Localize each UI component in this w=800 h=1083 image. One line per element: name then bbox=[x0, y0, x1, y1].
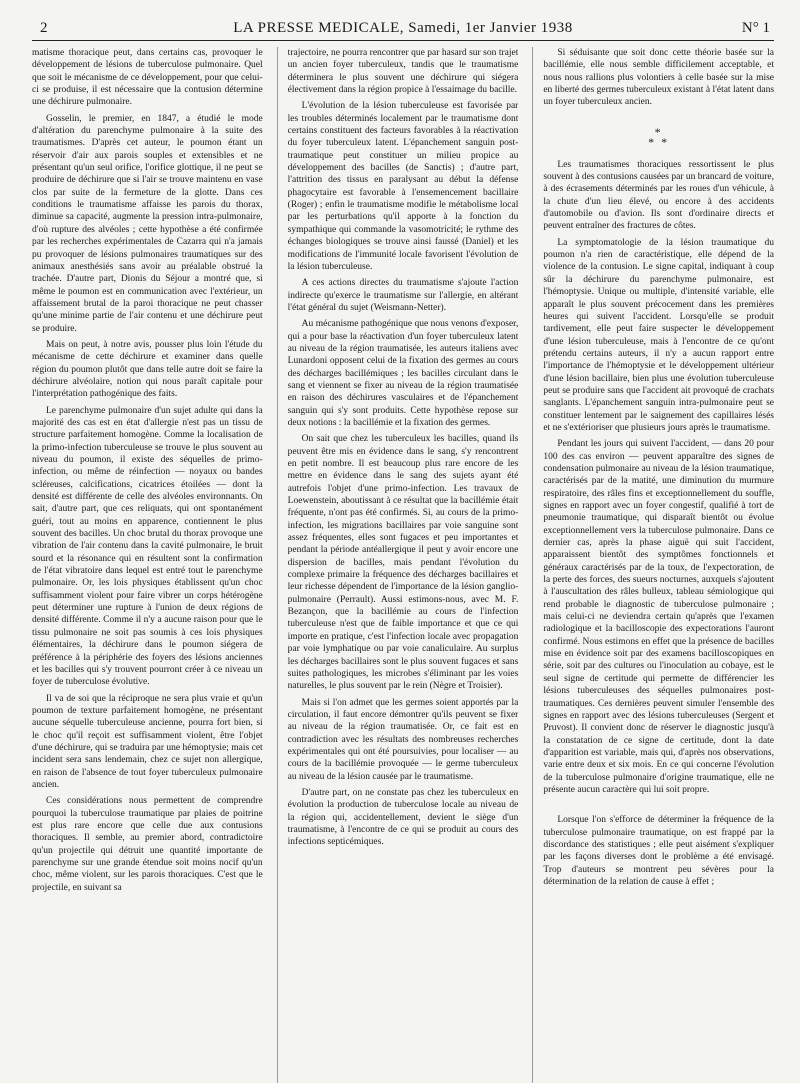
page-number: 2 bbox=[40, 20, 48, 36]
article-columns bbox=[32, 47, 774, 1083]
column-1 bbox=[32, 47, 263, 1083]
section-separator-stars bbox=[543, 124, 774, 149]
journal-title: LA PRESSE MEDICALE, Samedi, 1er Janvier 1938 bbox=[233, 20, 573, 36]
running-header bbox=[32, 20, 774, 41]
paragraph: Lorsque l'on s'efforce de déterminer la fréquence de la tuberculose pulmonaire traumatique, on est frappé par la discordance des statistiques ; elle peut aisément s'expliquer par les façons diverses dont le problème a été envisagé. Trop d'auteurs se montrent peu sévères pour la détermination de la relation de cause à effet ; bbox=[543, 815, 775, 887]
paragraph: Les traumatismes thoraciques ressortissent le plus souvent à des contusions causées par un brancard de voiture, à des écrasements déterminés par les roues d'un véhicule, à la chute d'un lieu élevé, ou encore à des accidents d'automobile ou d'avion. Ils sont d'ordinaire directs et peuvent entraîner des fractures de côtes. bbox=[543, 159, 775, 232]
paragraph: Mais si l'on admet que les germes soient apportés par la circulation, il faut encore démontrer qu'ils peuvent se fixer au niveau de la région traumatisée. Or, ce fait est en contradiction avec les résultats des nombreuses recherches expérimentales qui ont été poursuivies, pour localiser — au cours de la bacillémie provoquée — le germe tuberculeux au niveau de la lésion causée par le traumatisme. bbox=[287, 697, 519, 782]
column-2 bbox=[277, 47, 519, 1083]
paragraph: D'autre part, on ne constate pas chez les tuberculeux en évolution la production de tuberculose locale au niveau de la région qui, accidentellement, devient le siège d'un traumatisme, à l'encontre de ce qui se produit au cours des infections septicémiques. bbox=[287, 787, 519, 848]
paragraph: Gosselin, le premier, en 1847, a étudié le mode d'altération du parenchyme pulmonaire à la suite des traumatismes. D'après cet auteur, le poumon étant un réservoir d'air aux parois souples et extensibles et ne présentant qu'un seul orifice, l'orifice glottique, il ne peut se produire de déchirure que si l'air se trouve maintenu en vase clos par suite de la fermeture de la glotte. Dans ces conditions le traumatisme affaisse les parois du thorax, diminue sa capacité, augmente la pression intra-pulmonaire, d'où rupture des alvéoles ; cette hypothèse a été confirmée par les recherches expérimentales de Cazarra qui n'a jamais pu provoquer de lésions pulmonaires traumatiques sur des animaux anesthésiés sans avoir au préalable obstrué la trachée. D'autre part, Dionis du Séjour a montré que, si même le poumon est en communication avec l'extérieur, un affaissement brutal de la paroi thoracique ne peut chasser qu'une minime partie de l'air contenu et une déchirure peut se produire. bbox=[32, 113, 263, 334]
paragraph: Pendant les jours qui suivent l'accident, — dans 20 pour 100 des cas environ — peuvent apparaître des signes de condensation pulmonaire au niveau de la lésion traumatique, caractérisés par de la matité, une diminution du murmure respiratoire, des râles fins et exceptionnellement du souffle, signes en rapport avec un foyer congestif, qualifié à tort de pneumonie traumatique, qui disparaît bientôt ou évolue exceptionnellement vers la tuberculose pulmonaire. Dans ce dernier cas, après la phase aiguë qui suit l'accident, apparaissent bientôt des symptômes fonctionnels et généraux caractérisés par de la toux, de l'expectoration, de la perte des forces, des sueurs nocturnes, auxquels s'ajoutent à l'auscultation des râles bulleux, tableau sémiologique qui rend probable le diagnostic de tuberculose pulmonaire ; mais celui-ci ne deviendra certain qu'après que l'examen radiologique et la bacilloscopie des expectorations l'auront confirmé. Nous estimons en effet que la présence de bacilles mise en évidence soit par des examens bacilloscopiques en série, soit par des cultures ou l'inoculation au cobaye, est le seul signe de certitude qui permette de différencier les lésions tuberculeuses des séquelles pulmonaires post-traumatiques. Ces dernières peuvent simuler l'ensemble des signes en rapport avec des lésions tuberculeuses (Sergent et Pruvost). Il convient donc de réserver le diagnostic jusqu'à la constatation de ce signe de certitude, dont la date d'apparition est variable, mais qui, d'après nos observations, varie entre deux et six mois. En ce qui concerne l'évolution de la tuberculose pulmonaire d'origine traumatique, elle ne présente aucun caractère qui lui soit propre. bbox=[543, 439, 775, 795]
star-top: * bbox=[654, 124, 663, 139]
paragraph: Le parenchyme pulmonaire d'un sujet adulte qui dans la majorité des cas est en état d'allergie n'est pas un tissu de structure parfaitement homogène. Comme la localisation de la primo-infection tuberculeuse se trouve le plus souvent au niveau du poumon, il existe des séquelles de primo-infection, ou même de réinfection — noyaux ou bandes scléreuses, calcifications, cicatrices étoilées — dont la densité est différente de celle des alvéoles environnants. On sait, d'autre part, que ces reliquats, qui ont spontanément guéri, tout au moins en apparence, contiennent le plus souvent des bacilles. Un choc brutal du thorax provoque une vibration de l'air contenu dans la cavité pulmonaire, le bruit sourd et la résonance qui en résultent sont la confirmation de l'état vibratoire dans lequel est entré tout le parenchyme pulmonaire. Or, les lois physiques établissent qu'un choc suffisamment violent pour faire vibrer un corps hétérogène peut déterminer une rupture à l'union de deux régions de densité différente. Comme il n'y a aucune raison pour que le tissu pulmonaire ne soit pas soumis à ces lois physiques élémentaires, la déchirure dans le poumon siégera de préférence à la périphérie des foyers des lésions anciennes et les bacilles qui s'y trouvent pourront créer à ce niveau un foyer de tuberculose évolutive. bbox=[32, 405, 263, 688]
star-bottom: * * bbox=[648, 134, 670, 149]
paragraph-gap bbox=[543, 800, 774, 814]
paragraph: Au mécanisme pathogénique que nous venons d'exposer, qui a pour base la réactivation d'un foyer tuberculeux latent au niveau de la région traumatisée, les auteurs italiens avec Lunardoni opposent celui de la fixation des germes au cours des décharges bacillémiques ; les bacilles circulant dans le sang et viennent se fixer au niveau de la région traumatisée en raison des déchirures vasculaires et de l'épanchement sanguin qui s'y sont produits. Cette hypothèse repose sur deux notions : la bacillémie et la fixation des germes. bbox=[287, 319, 519, 428]
paragraph: Ces considérations nous permettent de comprendre pourquoi la tuberculose traumatique par plaies de poitrine est plus rare encore que celle due aux contusions thoraciques. Il semble, au premier abord, contradictoire qu'un projectile qui détruit une quantité importante de parenchyme sur une grande étendue soit moins nocif qu'un choc, même violent, sur les parois thoraciques. C'est que le projectile, en suivant sa bbox=[32, 796, 263, 893]
paragraph: Il va de soi que la réciproque ne sera plus vraie et qu'un poumon de texture parfaitement homogène, ne présentant aucune séquelle tuberculeuse ancienne, pourra fort bien, si le choc qu'il reçoit est suffisamment violent, être l'objet d'une déchirure, qui se traduira par une hémoptysie; mais cet incident sera sans lendemain, chez ce sujet non allergique, en raison de l'absence de tout foyer tuberculeux pulmonaire ancien. bbox=[32, 693, 263, 790]
paragraph: Si séduisante que soit donc cette théorie basée sur la bacillémie, elle nous semble difficilement acceptable, et nous nous rallions plus volontiers à celle basée sur la mise en liberté des germes tuberculeux existant à l'état latent dans un foyer tuberculeux ancien. bbox=[543, 48, 775, 108]
paragraph: La symptomatologie de la lésion traumatique du poumon n'a rien de caractéristique, elle dépend de la violence de la contusion. Le signe capital, indiquant à coup sûr la déchirure du parenchyme pulmonaire, est l'hémoptysie. Unique ou multiple, d'intensité variable, elle apparaît le plus souvent précocement dans les premières heures qui suivent l'accident. Lorsqu'elle se produit tardivement, elle peut faire suspecter le développement d'une lésion tuberculeuse, mais à l'encontre de ce qu'ont prétendu certains auteurs, il n'y a aucun rapport entre l'importance de l'hémoptysie et le développement ultérieur d'une lésion bacillaire, bien plus une évolution tuberculeuse peut se produire sans que l'accident ait provoqué de crachats sanglants. L'épanchement sanguin intra-pulmonaire peut se constituer lentement par le saignement des capillaires lésés et ne s'extérioriser que plusieurs jours après le traumatisme. bbox=[543, 237, 775, 433]
paragraph: matisme thoracique peut, dans certains cas, provoquer le développement de lésions de tuberculose pulmonaire. Quel que soit le mécanisme de ce développement, pour que celui-ci se produise, il est nécessaire que la contusion détermine une déchirure pulmonaire. bbox=[32, 48, 263, 108]
paragraph: L'évolution de la lésion tuberculeuse est favorisée par les troubles déterminés localement par le traumatisme dont certains constituent des facteurs favorables à la réactivation du foyer tuberculeux latent. L'épanchement sanguin post-traumatique peut constituer un milieu propice au développement des bacilles (de Sanctis) ; d'autre part, l'attrition des tissus en paralysant au début la défense phagocytaire est favorable à l'ensemencement bacillaire (Roger) ; enfin le traumatisme modifie le métabolisme local par les perturbations qu'il apporte à la fonction du sympathique qui commande la vasomotricité; le rythme des échanges biologiques se trouve ainsi faussé (Daniel) et les modifications de l'immunité locale favorisent l'évolution de la lésion tuberculeuse. bbox=[287, 101, 519, 272]
paragraph: A ces actions directes du traumatisme s'ajoute l'action indirecte qu'exerce le traumatisme sur l'allergie, en altérant l'état général du sujet (Weismann-Netter). bbox=[287, 278, 519, 313]
issue-number: N° 1 bbox=[741, 20, 770, 36]
paragraph: trajectoire, ne pourra rencontrer que par hasard sur son trajet un ancien foyer tuberculeux, tandis que le traumatisme déterminera le plus souvent une déchirure qui siégera électivement dans la région propice à l'essaimage du bacille. bbox=[287, 48, 519, 96]
paragraph: On sait que chez les tuberculeux les bacilles, quand ils peuvent être mis en évidence dans le sang, s'y rencontrent en petit nombre. Il est beaucoup plus rare encore de les mettre en évidence dans le sang des sujets ayant été autrefois l'objet d'une primo-infection. Les travaux de Loewenstein, aboutissant à ce résultat que la bacillémie était fréquente, n'ont pas été confirmés. Si, au cours de la primo-infection, les migrations bacillaires par voie sanguine sont assez fréquentes, elles sont fugaces et peu importantes et pendant la période antéallergique il peut y avoir encore une dispersion de bacilles, mais pendant l'évolution du complexe primaire la fréquence des décharges bacillaires et leur richesse dépendent de l'importance de la lésion ganglio-pulmonaire (Perrault). Aussi estimons-nous, avec M. F. Bezançon, que la bacillémie au cours de l'infection tuberculeuse n'est que de faible importance et que ce qui importe en pratique, c'est l'infection locale avec propagation par voie lymphatique ou par voie canaliculaire. Au surplus les décharges bacillaires sont le plus souvent fugaces et sans suites pathologiques, les microbes s'éliminant par les voies naturelles, le plus souvent par le rein (Nègre et Troisier). bbox=[287, 434, 519, 692]
paragraph: Mais on peut, à notre avis, pousser plus loin l'étude du mécanisme de cette déchirure et examiner dans quelle région du poumon plutôt que dans telle autre doit se faire la déchirure alvéolaire, notion qui nous paraît capitale pour l'interprétation pathogénique des faits. bbox=[32, 339, 263, 400]
column-3 bbox=[532, 47, 774, 1083]
